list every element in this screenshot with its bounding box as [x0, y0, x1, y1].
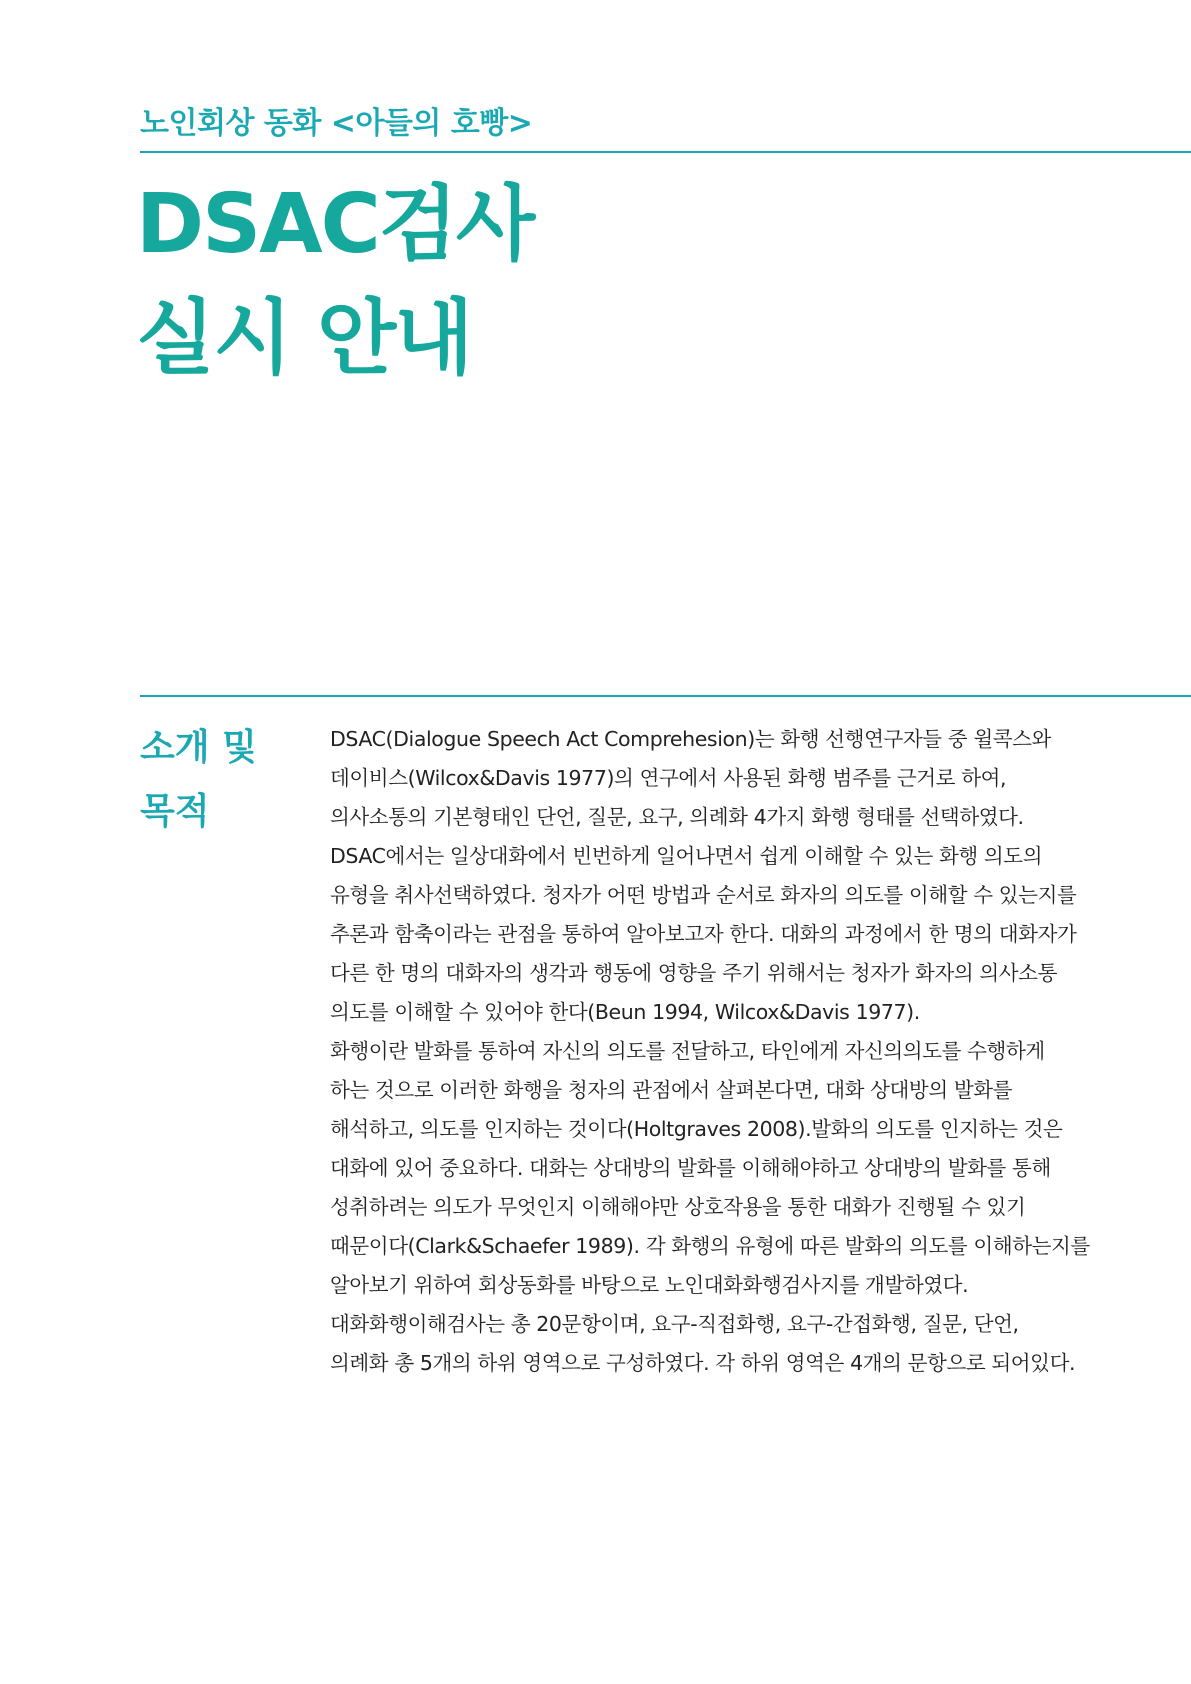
body-line: DSAC(Dialogue Speech Act Comprehesion)는 화행 선행연구자들 중 윌콕스와 — [330, 727, 1051, 751]
body-line: 의사소통의 기본형태인 단언, 질문, 요구, 의례화 4가지 화행 형태를 선택하였다. — [330, 805, 1024, 829]
body-line: 알아보기 위하여 회상동화를 바탕으로 노인대화화행검사지를 개발하였다. — [330, 1273, 969, 1297]
body-line: 다른 한 명의 대화자의 생각과 행동에 영향을 주기 위해서는 청자가 화자의 의사소통 — [330, 961, 1057, 985]
document-subtitle: 노인회상 동화 <아들의 호빵> — [140, 106, 533, 141]
body-line: 의도를 이해할 수 있어야 한다(Beun 1994, Wilcox&Davis 1977). — [330, 1000, 920, 1024]
section-heading-line: 목적 — [140, 791, 210, 832]
body-line: 성취하려는 의도가 무엇인지 이해해야만 상호작용을 통한 대화가 진행될 수 있기 — [330, 1195, 1026, 1219]
body-line: 화행이란 발화를 통하여 자신의 의도를 전달하고, 타인에게 자신의의도를 수행하게 — [330, 1039, 1045, 1063]
section-divider — [140, 695, 1191, 697]
body-line: 데이비스(Wilcox&Davis 1977)의 연구에서 사용된 화행 범주를 근거로 하여, — [330, 766, 1007, 790]
page-title-line: DSAC검사 — [136, 177, 534, 272]
top-divider — [140, 151, 1191, 153]
body-line: 추론과 함축이라는 관점을 통하여 알아보고자 한다. 대화의 과정에서 한 명의 대화자가 — [330, 922, 1077, 946]
page-title-line: 실시 안내 — [136, 291, 472, 386]
body-line: 의례화 총 5개의 하위 영역으로 구성하였다. 각 하위 영역은 4개의 문항으로 되어있다. — [330, 1351, 1076, 1375]
body-line: 대화에 있어 중요하다. 대화는 상대방의 발화를 이해해야하고 상대방의 발화를 통해 — [330, 1156, 1051, 1180]
section-heading — [140, 716, 257, 844]
section-body — [330, 720, 1130, 1383]
body-line: 유형을 취사선택하였다. 청자가 어떤 방법과 순서로 화자의 의도를 이해할 수 있는지를 — [330, 883, 1077, 907]
section-heading-line: 소개 및 — [140, 727, 257, 768]
body-line: DSAC에서는 일상대화에서 빈번하게 일어나면서 쉽게 이해할 수 있는 화행 의도의 — [330, 844, 1043, 868]
body-line: 하는 것으로 이러한 화행을 청자의 관점에서 살펴본다면, 대화 상대방의 발화를 — [330, 1078, 1013, 1102]
body-line: 대화화행이해검사는 총 20문항이며, 요구-직접화행, 요구-간접화행, 질문, 단언, — [330, 1312, 1019, 1336]
page-title — [136, 168, 533, 396]
body-line: 해석하고, 의도를 인지하는 것이다(Holtgraves 2008).발화의 의도를 인지하는 것은 — [330, 1117, 1063, 1141]
body-line: 때문이다(Clark&Schaefer 1989). 각 화행의 유형에 따른 발화의 의도를 이해하는지를 — [330, 1234, 1090, 1258]
